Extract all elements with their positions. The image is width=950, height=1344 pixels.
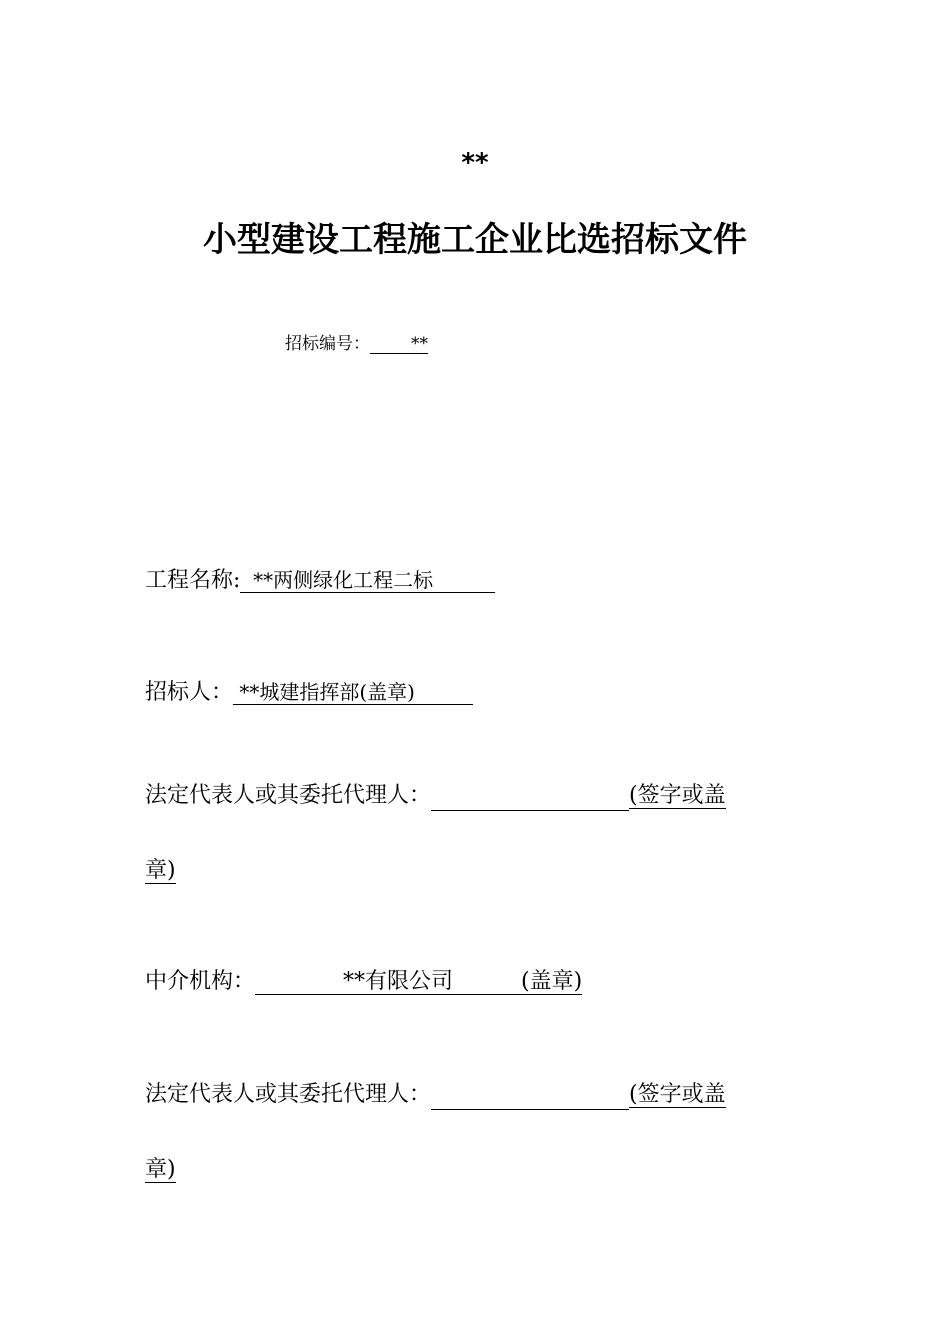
agency-line [145,967,582,997]
project-name-line [145,566,495,596]
legal-rep-2-sign-note-a: (签字或盖 [629,1082,726,1107]
legal-rep-2-line [145,1080,726,1110]
bid-number-line [285,333,428,355]
bid-number-value: ** [370,335,428,354]
project-name-label: 工程名称: [145,568,241,593]
legal-rep-2-label: 法定代表人或其委托代理人： [145,1082,432,1107]
legal-rep-1-sign-note-a: (签字或盖 [629,783,726,808]
legal-rep-2-sign-note-b: 章) [145,1157,176,1182]
legal-rep-2-line-cont [145,1155,176,1185]
page-title: 小型建设工程施工企业比选招标文件 [203,220,747,260]
agency-underline-group [255,970,582,995]
legal-rep-1-line-cont [145,856,176,886]
legal-rep-1-signature-blank [431,786,629,811]
legal-rep-2-signature-blank [431,1085,629,1110]
agency-value: **有限公司 [343,969,454,994]
legal-rep-1-sign-note-b: 章) [145,858,176,883]
legal-rep-1-label: 法定代表人或其委托代理人： [145,783,432,808]
header-stars: ** [461,148,489,178]
project-name-value: **两侧绿化工程二标 [240,568,495,593]
tenderer-line [145,678,473,708]
bid-number-label: 招标编号： [285,334,370,354]
legal-rep-1-line [145,781,726,811]
tenderer-label: 招标人： [145,680,234,705]
agency-seal: (盖章) [521,969,583,994]
tenderer-value: **城建指挥部(盖章) [233,680,473,705]
agency-label: 中介机构： [145,969,256,994]
